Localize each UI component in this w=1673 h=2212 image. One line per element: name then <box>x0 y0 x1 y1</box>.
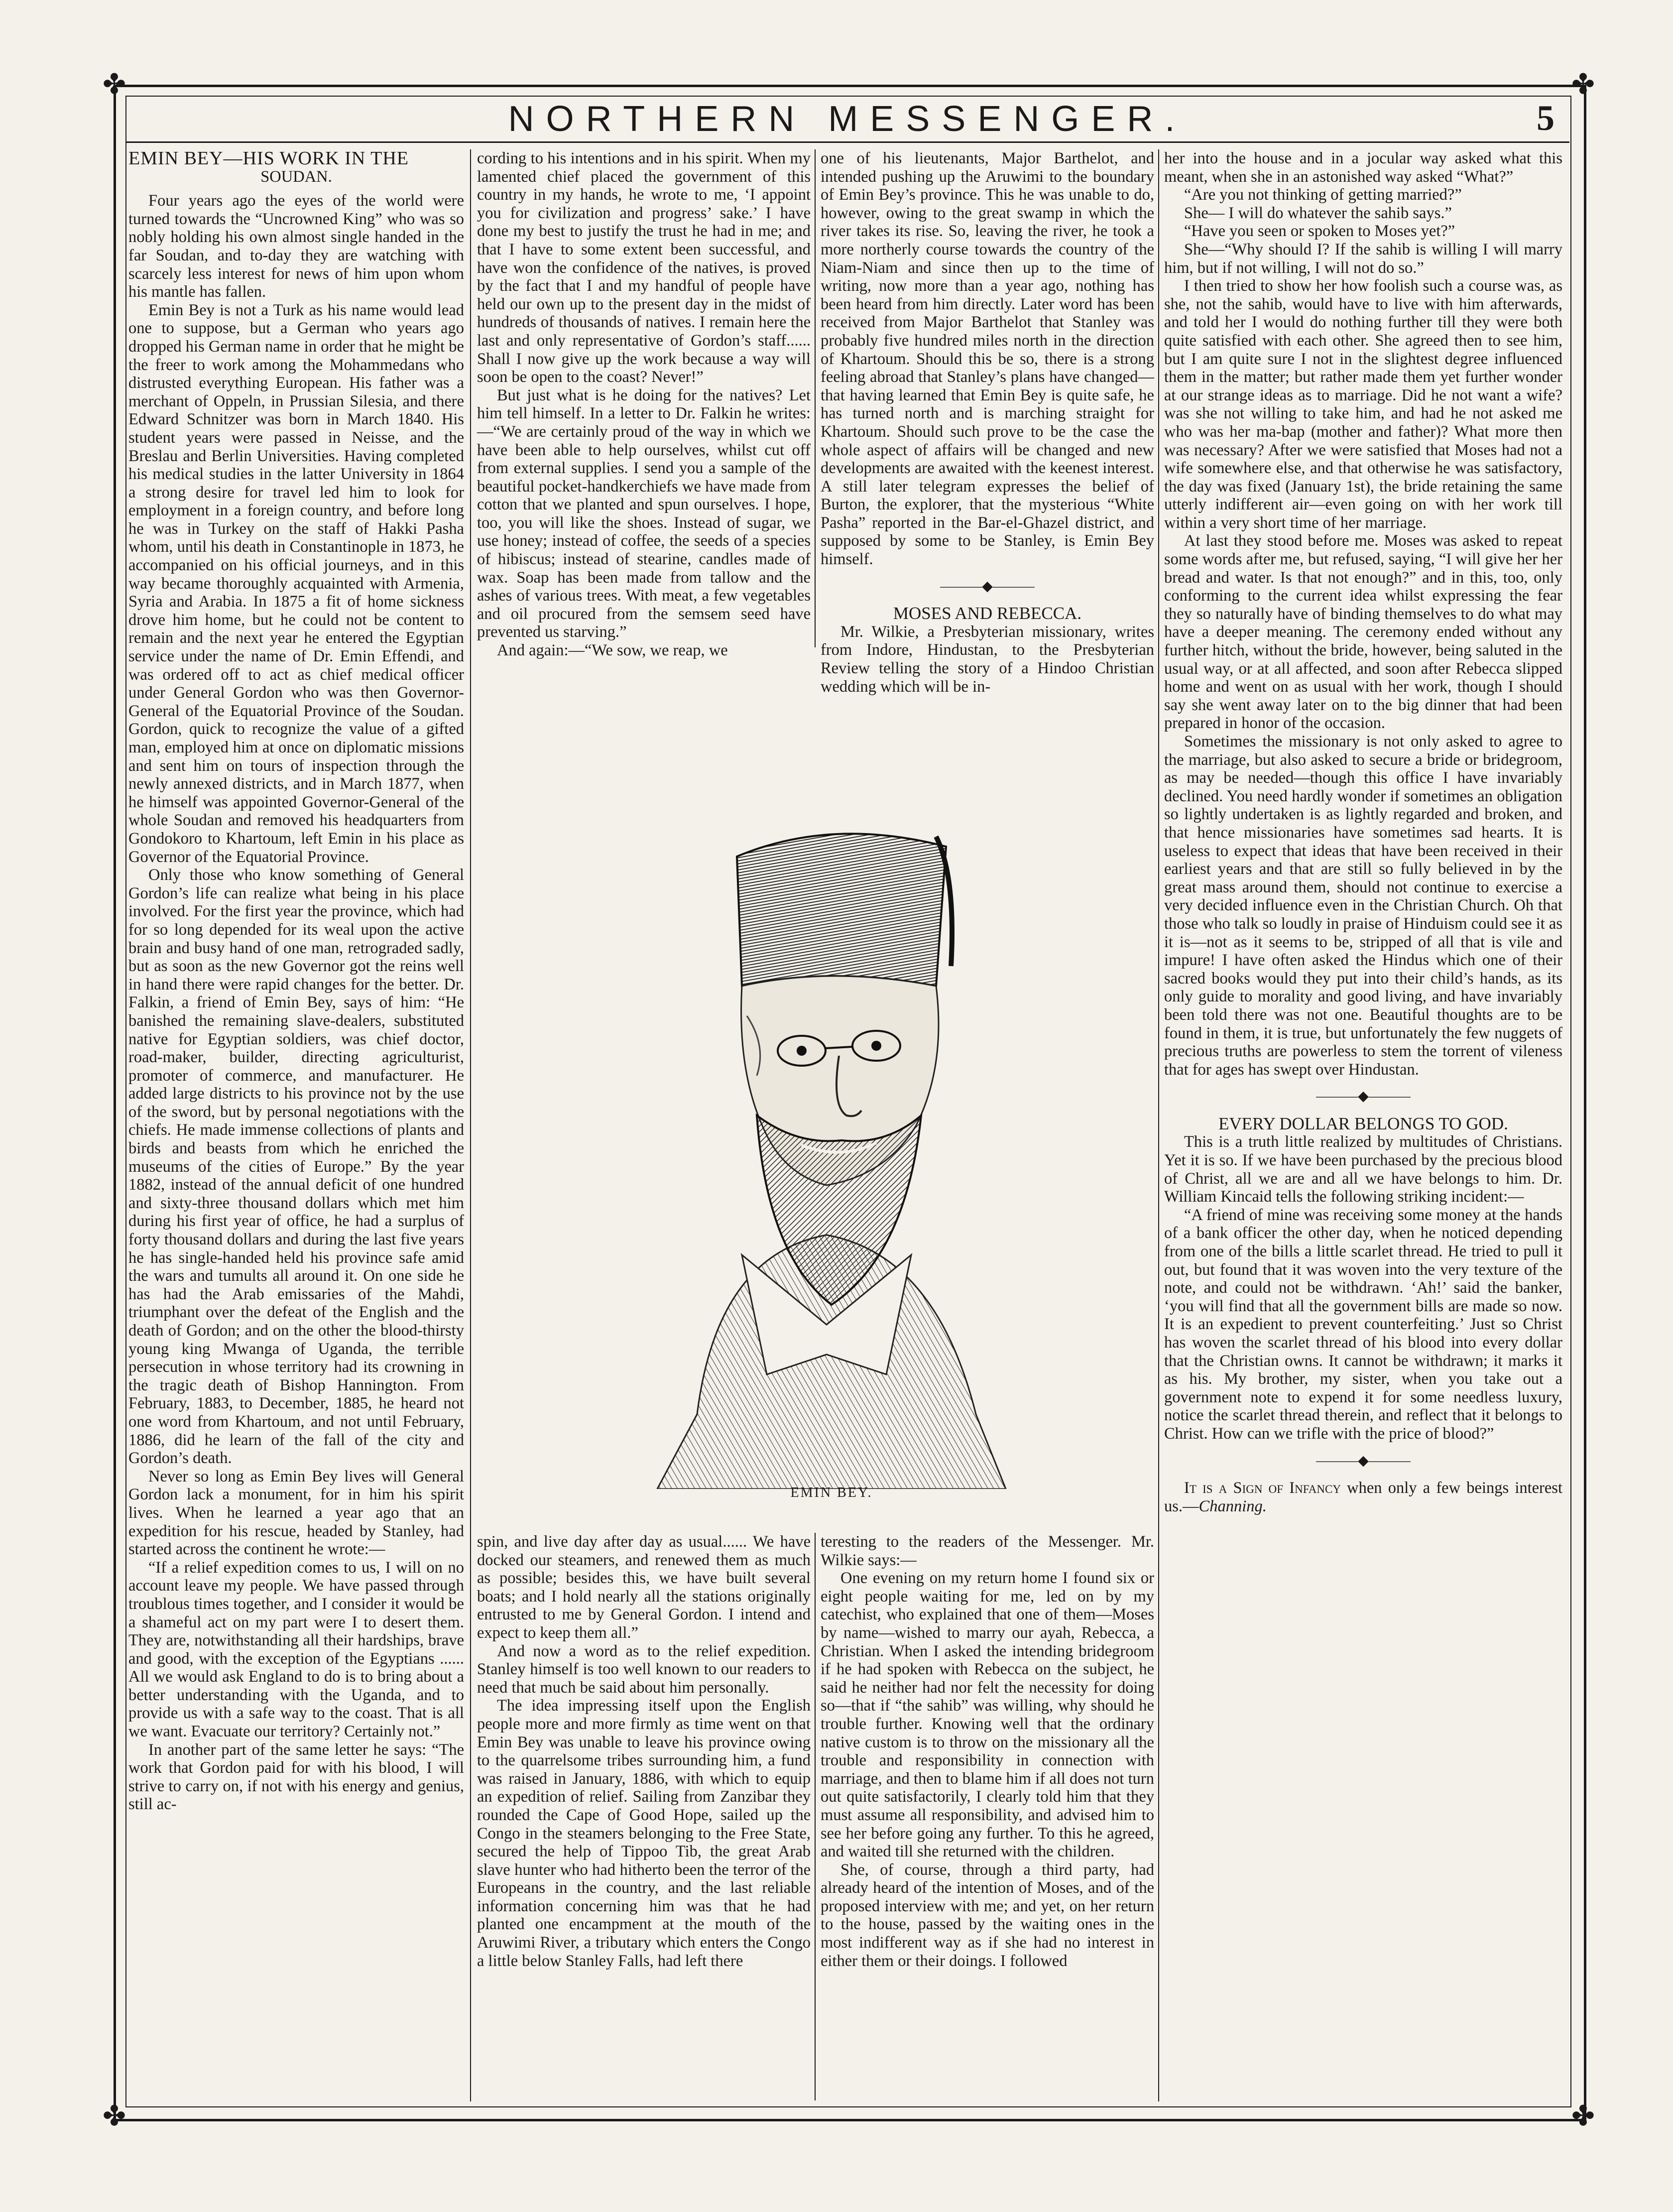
paragraph: teresting to the readers of the Messenger. Mr. Wilkie says:— <box>821 1533 1154 1569</box>
section-divider: ———◆——— <box>1316 1089 1411 1105</box>
paragraph: And again:—“We sow, we reap, we <box>497 641 728 660</box>
emin-bey-portrait <box>508 667 1155 1489</box>
masthead: NORTHERN MESSENGER. <box>508 99 1187 139</box>
column-4 <box>1164 149 1562 2091</box>
paragraph: “A friend of mine was receiving some money at the hands of a bank officer the other day, when he noticed depending from one of the bills a little scarlet thread. He tried to pull it out, but found that it was woven into the very texture of the note, and could not be withdrawn. ‘Ah!’ said the banker, ‘you will find that all the government bills are made so now. It is an expedient to prevent counterfeiting.’ Just so Christ has woven the scarlet thread of his blood into every dollar that the Christian owns. It cannot be withdrawn; it marks it as his. My brother, my sister, when you take out a government note to expend it for some needless luxury, notice the scarlet thread therein, and reflect that it belongs to Christ. How can we trifle with the price of blood?” <box>1164 1206 1562 1443</box>
paragraph: one of his lieutenants, Major Barthelot, and intended pushing up the Aruwimi to the boundary of Emin Bey’s province. This he was unable to do, however, owing to the great swamp in which the river takes its rise. So, leaving the river, he took a more northerly course towards the country of the Niam-Niam and since then up to the time of writing, now more than a year ago, nothing has been heard from him directly. Later word has been received from Major Barthelot that Stanley was probably five hundred miles north in the direction of Khartoum. Should this be so, there is a strong feeling abroad that Stanley’s plans have changed—that having learned that Emin Bey is quite safe, he has turned north and is marching straight for Khartoum. Should such prove to be the case the whole aspect of affairs will be changed and new developments are awaited with the keenest interest. A still later telegram expresses the belief of Burton, the explorer, that the mysterious “White Pasha” reported in the Bar-el-Ghazel district, and supposed by some to be Stanley, is Emin Bey himself. <box>821 149 1154 569</box>
page-number: 5 <box>1537 98 1554 138</box>
paragraph: At last they stood before me. Moses was asked to repeat some words after me, but refused, saying, “I will give her her bread and water. Is that not enough?” and in this, too, only conforming to the current idea whilst expressing the fear they so naturally have of binding themselves to do what may have a deeper meaning. The ceremony ended without any further hitch, without the bride, however, being saluted in the usual way, or at all affected, and soon after Rebecca slipped home and went on as usual with her work, though I should say she went away later on to the big dinner that had been prepared in honor of the occasion. <box>1164 532 1562 733</box>
paragraph: Only those who know something of General Gordon’s life can realize what being in his place involved. For the first year the province, which had for so long depended for its weal upon the active brain and busy hand of one man, retrograded sadly, but as soon as the new Governor got the reins well in hand there were rapid changes for the better. Dr. Falkin, a friend of Emin Bey, says of him: “He banished the remaining slave-dealers, substituted native for Egyptian soldiers, was chief doctor, road-maker, builder, directing agriculturist, promoter of commerce, and manufacturer. He added large districts to his province not by the use of the sword, but by personal negotiations with the chiefs. He made immense collections of plants and birds and beasts from which he enriched the museums of the cities of Europe.” By the year 1882, instead of the annual deficit of one hundred and sixty-three thousand dollars which met him during his first year of office, he had a surplus of forty thousand dollars and during the last five years he has single-handed held his province safe amid the wars and tumults all around it. On one side he has had the Arab emissaries of the Mahdi, triumphant over the defeat of the English and the death of Gordon; and on the other the blood-thirsty young king Mwanga of Uganda, the terrible persecution in whose territory had its crowning in the tragic death of Bishop Hannington. From February, 1883, to December, 1885, he heard not one word from Khartoum, and not until February, 1886, did he learn of the fall of the city and Gordon’s death. <box>128 866 464 1468</box>
paragraph: In another part of the same letter he says: “The work that Gordon paid for with his blood, I will strive to carry on, if not with his energy and genius, still ac- <box>128 1740 464 1814</box>
paragraph: She, of course, through a third party, had already heard of the intention of Moses, and of the proposed interview with me; and yet, on her return to the house, passed by the waiting ones in the most indifferent way as if she had no interest in either them or their doings. I followed <box>821 1860 1154 1970</box>
paragraph: Never so long as Emin Bey lives will General Gordon lack a monument, for in him his spirit lives. When he learned a year ago that an expedition for his rescue, headed by Stanley, had started across the continent he wrote:— <box>128 1467 464 1559</box>
article-subtitle-emin: SOUDAN. <box>260 167 332 186</box>
corner-ornament: ✤ <box>1571 69 1595 100</box>
corner-ornament: ✤ <box>103 69 126 100</box>
paragraph: Emin Bey is not a Turk as his name would lead one to suppose, but a German who years ago dropped his German name in order that he might be the freer to work among the Mohammedans who distrusted everything European. His father was a merchant of Oppeln, in Prussian Silesia, and there Edward Schnitzer was born in March 1840. His student years were passed in Neisse, and the Breslau and Berlin Universities. Having completed his medical studies in the latter University in 1864 a strong desire for travel led him to look for employment in a foreign country, and before long he was in Turkey on the staff of Hakki Pasha whom, until his death in Constantinople in 1873, he accompanied on his official journeys, and in this way became thoroughly acquainted with Armenia, Syria and Arabia. In 1875 a fit of home sickness drove him home, but he could not be content to remain and the next year he entered the Egyptian service under the name of Dr. Emin Effendi, and was ordered off to act as chief medical officer under General Gordon who was then Governor-General of the Equatorial Province of the Soudan. Gordon, quick to recognize the value of a gifted man, employed him at once on diplomatic missions and sent him on tours of inspection through the newly annexed districts, and in March 1877, when he himself was appointed Governor-General of the whole Soudan and removed his headquarters from Gondokoro to Khartoum, left Emin in his place as Governor of the Equatorial Province. <box>128 301 464 866</box>
infancy-text: when only a few beings interest us.— <box>1164 1479 1562 1515</box>
paragraph: This is a truth little realized by multitudes of Christians. Yet it is so. If we have been purchased by the precious blood of Christ, all we are and all we have belongs to him. Dr. William Kincaid tells the following striking incident:— <box>1164 1133 1562 1206</box>
section-divider: ———◆——— <box>940 578 1035 594</box>
article-title-moses: MOSES AND REBECCA. <box>893 604 1082 623</box>
paragraph: “Are you not thinking of getting married?” <box>1184 186 1462 204</box>
paragraph: She— I will do whatever the sahib says.” <box>1184 204 1452 222</box>
column-2-bottom <box>477 1533 811 2100</box>
paragraph: And now a word as to the relief expedition. Stanley himself is too well known to our readers to need that much be said about him personally. <box>477 1642 811 1697</box>
column-1 <box>128 149 464 2091</box>
section-divider: ———◆——— <box>1316 1453 1411 1469</box>
column-rule <box>815 149 816 647</box>
paragraph: She—“Why should I? If the sahib is willing I will marry him, but if not willing, I will not do so.” <box>1164 240 1562 277</box>
paragraph: “Have you seen or spoken to Moses yet?” <box>1184 222 1455 241</box>
paragraph: her into the house and in a jocular way asked what this meant, when she in an astonished way asked “What?” <box>1164 149 1562 186</box>
paragraph: “If a relief expedition comes to us, I will on no account leave my people. We have passed through troublous times together, and I consider it would be a shameful act on my part were I to desert them. They are, notwithstanding all their hardships, brave and good, with the exception of the Egyptians ...... All we would ask England to do is to bring about a better understanding with the Uganda, and to provide us with a safe way to the coast. That is all we want. Evacuate our territory? Certainly not.” <box>128 1558 464 1741</box>
paragraph: But just what is he doing for the natives? Let him tell himself. In a letter to Dr. Falkin he writes:—“We are certainly proud of the way in which we have been able to help ourselves, whilst cut off from external supplies. I send you a sample of the beautiful pocket-handkerchiefs we have made from cotton that we planted and spun ourselves. I hope, too, you will like the shoes. Instead of sugar, we use honey; instead of coffee, the seeds of a species of hibiscus; instead of stearine, candles made of wax. Soap has been made from tallow and the ashes of various trees. With meat, a few vegetables and oil procured from the semsem seed have prevented us starving.” <box>477 386 811 641</box>
paragraph: Mr. Wilkie, a Presbyterian missionary, writes from Indore, Hindustan, to the Presbyterian Review telling the story of a Hindoo Christian wedding which will be in- <box>821 622 1154 696</box>
paragraph: One evening on my return home I found six or eight people waiting for me, led on by my catechist, who explained that one of them—Moses by name—wished to marry our ayah, Rebecca, a Christian. When I asked the intending bridegroom if he had spoken with Rebecca on the subject, he said he neither had nor felt the necessity for doing so—that if “the sahib” was willing, why should he trouble further. Knowing well that the ordinary native custom is to throw on the missionary all the trouble and responsibility in connection with marriage, and then to blame him if all does not turn out quite satisfactorily, I clearly told him that they must assume all responsibility, and advised him to see her before going any further. To this he agreed, and waited till she returned with the children. <box>821 1569 1154 1861</box>
corner-ornament: ✤ <box>103 2101 126 2132</box>
paragraph: Four years ago the eyes of the world were turned towards the “Uncrowned King” who was so nobly holding his own almost single handed in the far Soudan, and to-day they are watching with scarcely less interest for news of him upon whom his mantle has fallen. <box>128 192 464 301</box>
portrait-caption: EMIN BEY. <box>790 1485 873 1500</box>
column-rule <box>1158 149 1159 2101</box>
article-title-dollar: EVERY DOLLAR BELONGS TO GOD. <box>1218 1113 1508 1133</box>
article-title-emin: EMIN BEY—HIS WORK IN THE <box>128 148 409 169</box>
paragraph: I then tried to show her how foolish such a course was, as she, not the sahib, would have to live with him afterwards, and told her I would do nothing further till they were both quite satisfied with each other. She agreed then to see him, but I am quite sure I not in the slightest degree influenced them in the matter; but rather made them yet further wonder at our strange ideas as to marriage. Did he not want a wife? was she not willing to take him, and had he not asked me who was her ma-bap (mother and father)? What more then was necessary? After we were satisfied that Moses had not a wife somewhere else, and that otherwise he was satisfactory, the day was fixed (January 1st), the bride retaining the same utterly indifferent air—even going on with her work till within a very short time of her marriage. <box>1164 277 1562 532</box>
paragraph: cording to his intentions and in his spirit. When my lamented chief placed the government of this country in my hands, he wrote to me, ‘I appoint you for civilization and progress’ sake.’ I have done my best to justify the trust he had in me; and that I have to some extent been successful, and have won the confidence of the natives, is proved by the fact that I and my handful of people have held our own up to the present day in the midst of hundreds of thousands of natives. I remain here the last and only representative of Gordon’s staff...... Shall I now give up the work because a way will soon be open to the coast? Never!” <box>477 149 811 386</box>
paragraph: Sometimes the missionary is not only asked to agree to the marriage, but also asked to secure a bride or bridegroom, as may be needed—though this office I have invariably declined. You need hardly wonder if sometimes an obligation so lightly undertaken is as lightly regarded and broken, and that hence missionaries have sometimes sad hearts. It is useless to expect that ideas that have been received in their earliest years and that are still so fully believed in by the great mass around them, should not continue to exercise a very decided influence even in the Christian Church. Oh that those who talk so loudly in praise of Hinduism could see it as it is—not as it seems to be, stripped of all that is vile and impure! I have often asked the Hindus which one of their sacred books would they put into their child’s hands, as its only guide to morality and good living, and have invariably been told there was not one. Beautiful thoughts are to be found in them, it is true, but unfortunately the few nuggets of precious truths are powerless to stem the torrent of vileness that for ages has swept over Hindustan. <box>1164 733 1562 1079</box>
column-3-bottom <box>821 1533 1154 2100</box>
infancy-lead: It is a Sign of Infancy <box>1184 1479 1341 1497</box>
infancy-attribution: Channing. <box>1198 1497 1267 1515</box>
paragraph: spin, and live day after day as usual...... We have docked our steamers, and renewed them as much as possible; besides this, we have built several boats; and I hold nearly all the stations originally entrusted to me by General Gordon. I intend and expect to keep them all.” <box>477 1533 811 1642</box>
infancy-quote <box>1164 1479 1562 1515</box>
corner-ornament: ✤ <box>1571 2101 1595 2132</box>
paragraph: The idea impressing itself upon the English people more and more firmly as time went on that Emin Bey was unable to leave his province owing to the quarrelsome tribes surrounding him, a fund was raised in January, 1886, with which to equip an expedition of relief. Sailing from Zanzibar they rounded the Cape of Good Hope, sailed up the Congo in the steamers belonging to the Free State, secured the help of Tippoo Tib, the great Arab slave hunter who had hitherto been the terror of the Europeans in the country, and the last reliable information concerning him was that he had planted one encampment at the mouth of the Aruwimi River, a tributary which enters the Congo a little below Stanley Falls, had left there <box>477 1697 811 1970</box>
column-rule <box>815 1533 816 2100</box>
page-header <box>125 96 1569 143</box>
column-rule <box>470 149 471 2101</box>
